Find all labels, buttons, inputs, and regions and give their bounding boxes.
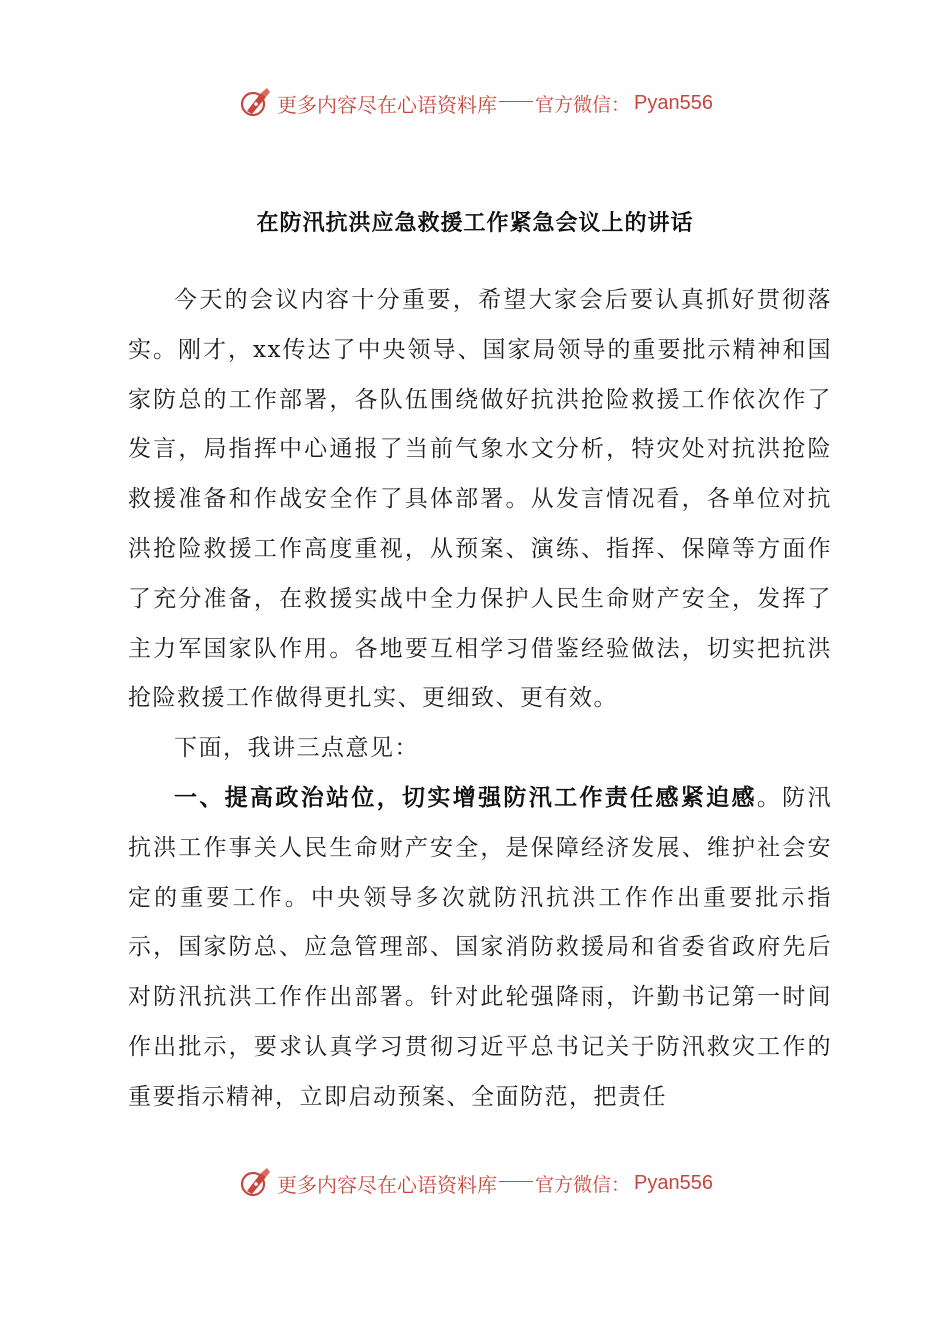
- banner-slogan: 更多内容尽在心语资料库: [277, 1172, 497, 1197]
- banner-wechat-id: Pyan556: [634, 91, 713, 114]
- header-banner: [0, 83, 950, 123]
- pen-nib-logo-icon: [237, 85, 273, 121]
- paragraph-lead: 一、提高政治站位，切实增强防汛工作责任感紧迫感: [174, 784, 757, 811]
- paragraph-text: 下面，我讲三点意见：: [174, 735, 419, 762]
- banner-wechat-label: 官方微信：: [535, 93, 631, 116]
- paragraph-point-one: [128, 774, 832, 1123]
- paragraph-text: 今天的会议内容十分重要，希望大家会后要认真抓好贯彻落实。刚才，xx传达了中央领导、国家局领导的重要批示精神和国家防总的工作部署，各队伍围绕做好抗洪抢险救援工作依次作了发言，局指挥中心通报了当前气象水文分析，特灾处对抗洪抢险救援准备和作战安全作了具体部署。从发言情况看，各单位对抗洪抢险救援工作高度重视，从预案、演练、指挥、保障等方面作了充分准备，在救援实战中全力保护人民生命财产安全，发挥了主力军国家队作用。各地要互相学习借鉴经验做法，切实把抗洪抢险救援工作做得更扎实、更细致、更有效。: [128, 287, 832, 712]
- document-body: [128, 276, 832, 1123]
- banner-separator: [499, 101, 533, 102]
- banner-wechat-label: 官方微信：: [535, 1173, 631, 1196]
- footer-banner: [0, 1163, 950, 1203]
- banner-slogan: 更多内容尽在心语资料库: [277, 92, 497, 117]
- paragraph-intro: [128, 276, 832, 724]
- paragraph-transition: [128, 724, 832, 774]
- pen-nib-logo-icon: [237, 1165, 273, 1201]
- banner-wechat-id: Pyan556: [634, 1171, 713, 1194]
- document-title: 在防汛抗洪应急救援工作紧急会议上的讲话: [256, 211, 694, 236]
- paragraph-text: 。防汛抗洪工作事关人民生命财产安全，是保障经济发展、维护社会安定的重要工作。中央领导多次就防汛抗洪工作作出重要批示指示，国家防总、应急管理部、国家消防救援局和省委省政府先后对防汛抗洪工作作出部署。针对此轮强降雨，许勤书记第一时间作出批示，要求认真学习贯彻习近平总书记关于防汛救灾工作的重要指示精神，立即启动预案、全面防范，把责任: [128, 784, 833, 1110]
- banner-separator: [499, 1181, 533, 1182]
